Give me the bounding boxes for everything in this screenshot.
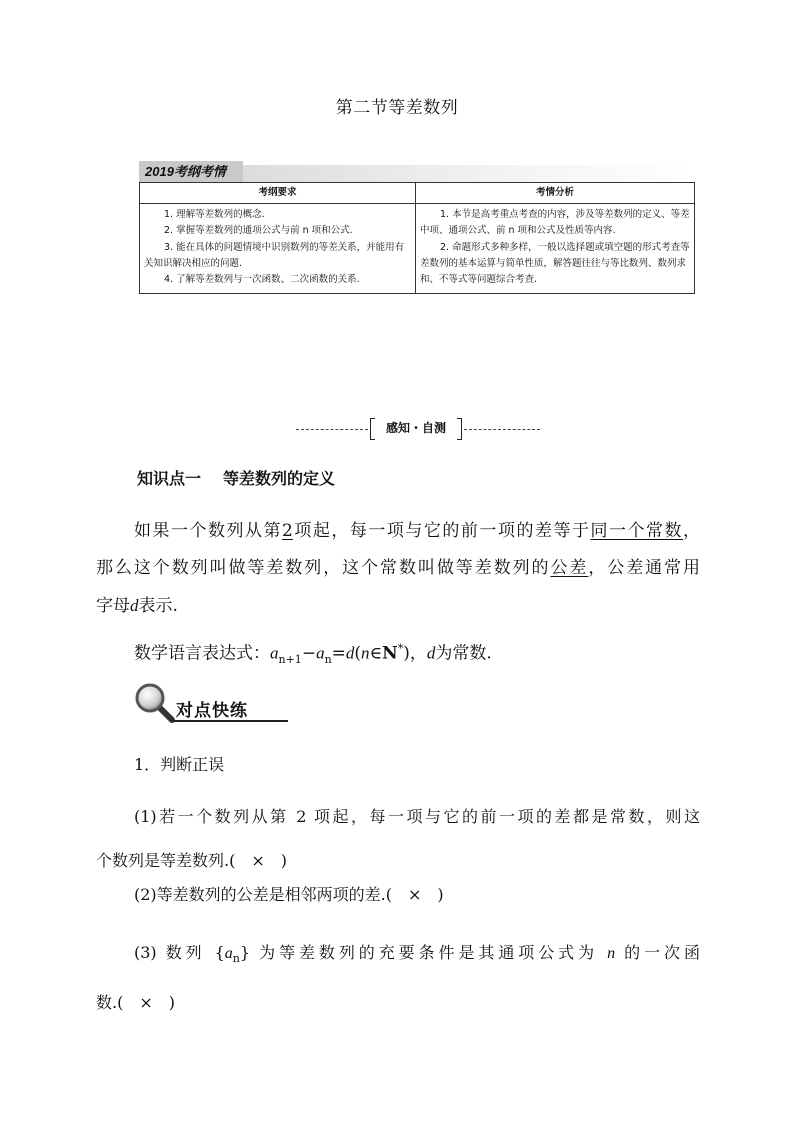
divider-dash-right: [464, 429, 540, 430]
analysis-cell: [416, 204, 695, 294]
question-heading: 1．判断正误: [134, 755, 225, 774]
section-label: 感知・自测: [370, 418, 462, 438]
practice-label: 对点快练: [176, 701, 248, 720]
definition-line-2: 那么这个数列叫做等差数列，这个常数叫做等差数列的公差，公差通常用: [96, 558, 701, 578]
question-1-line-2: 个数列是等差数列.( × ): [96, 851, 287, 870]
question-3: [96, 931, 700, 1025]
requirements-cell: [140, 204, 416, 294]
requirement-item: 2. 掌握等差数列的通项公式与前 n 项和公式.: [164, 225, 353, 237]
practice-underline: [172, 720, 288, 722]
question-2: (2)等差数列的公差是相邻两项的差.( × ): [134, 885, 444, 904]
exam-table-header-requirements: 考纲要求: [140, 183, 416, 204]
question-3-line-1: (3) 数列 $\{a_n\}$ 为等差数列的充要条件是其通项公式为 n 的一次函: [134, 943, 700, 966]
exam-banner-label: 2019考纲考情: [139, 161, 243, 182]
exam-table: [139, 182, 695, 294]
analysis-item: 1. 本节是高考重点考查的内容，涉及等差数列的定义、等差中项、通项公式、前 n 项和公式及性质等内容.: [420, 209, 690, 237]
definition-line-3: 字母d表示.: [96, 596, 178, 616]
question-1-line-1: (1)若一个数列从第 2 项起，每一项与它的前一项的差都是常数，则这: [134, 807, 700, 826]
practice-heading: [134, 682, 294, 724]
definition-paragraph: [96, 513, 700, 625]
requirement-item: 3. 能在具体的问题情境中识别数列的等差关系，并能用有关知识解决相应的问题.: [144, 241, 405, 269]
math-variable: d: [130, 596, 139, 615]
requirement-item: 1. 理解等差数列的概念.: [164, 209, 265, 220]
knowledge-point-label: 知识点一: [137, 471, 202, 488]
underlined-term: 公差: [550, 558, 589, 578]
math-expression: 数学语言表达式：$a_{n+1}-a_n=d(n\in N^*)$，d为常数.: [134, 642, 492, 667]
banner-fade-bar: [243, 165, 695, 182]
divider-dash-left: [296, 429, 368, 430]
knowledge-point-title: 等差数列的定义: [223, 471, 336, 488]
analysis-item: 2. 命题形式多种多样，一般以选择题或填空题的形式考查等差数列的基本运算与简单性质，解答题往往与等比数列、数列求和、不等式等问题综合考查.: [420, 241, 690, 286]
question-1: [96, 795, 700, 883]
underlined-term: 同一个常数: [590, 521, 684, 541]
exam-table-header-analysis: 考情分析: [416, 183, 695, 204]
section-divider: [296, 418, 540, 440]
exam-banner: [139, 161, 695, 182]
underlined-term: 2: [282, 521, 293, 541]
definition-line-1: 如果一个数列从第2项起，每一项与它的前一项的差等于同一个常数，: [134, 521, 701, 541]
question-3-line-2: 数.( × ): [96, 993, 175, 1013]
requirement-item: 4. 了解等差数列与一次函数、二次函数的关系.: [164, 274, 360, 286]
knowledge-point-heading: [137, 466, 335, 489]
page-title: 第二节等差数列: [335, 98, 459, 118]
